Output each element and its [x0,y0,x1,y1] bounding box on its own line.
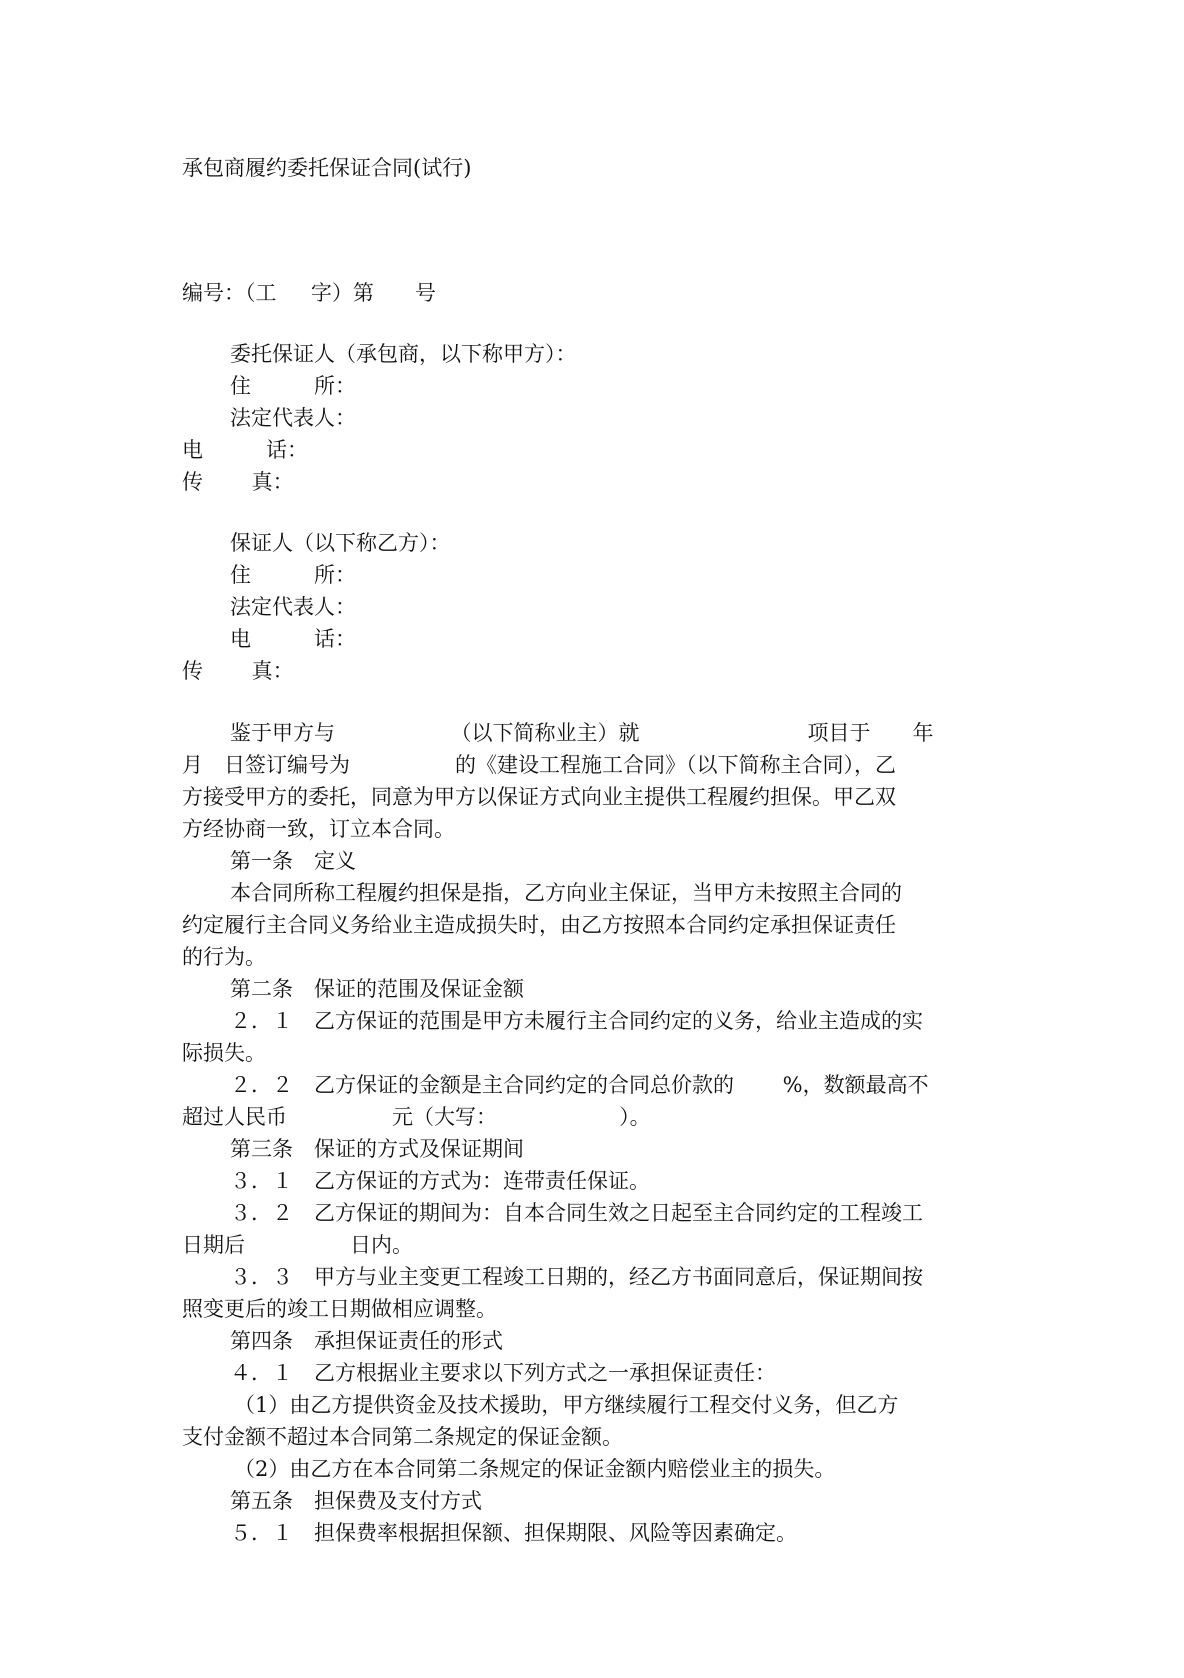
body-line: 日期后 日内。 [182,1233,413,1257]
party-a-fax: 传 真： [182,470,294,494]
body-line: 超过人民币 元（大写： ）。 [182,1105,651,1129]
party-a-legal-rep: 法定代表人： [230,406,356,430]
party-b-heading: 保证人（以下称乙方）： [230,531,451,555]
body-line: 月 日签订编号为 的《建设工程施工合同》（以下简称主合同），乙 [182,753,896,777]
party-a-phone: 电 话： [182,438,308,462]
clause-line: ２．２ 乙方保证的金额是主合同约定的合同总价款的 %，数额最高不 [230,1073,929,1097]
party-a-heading: 委托保证人（承包商，以下称甲方）： [230,342,577,366]
party-b-phone: 电 话： [230,627,356,651]
body-line: 本合同所称工程履约担保是指，乙方向业主保证，当甲方未按照主合同的 [230,881,902,905]
body-line: 际损失。 [182,1041,266,1065]
article-heading: 第二条 保证的范围及保证金额 [230,977,524,1001]
article-heading: 第四条 承担保证责任的形式 [230,1329,503,1353]
clause-line: ３．１ 乙方保证的方式为：连带责任保证。 [230,1169,650,1193]
body-line: 照变更后的竣工日期做相应调整。 [182,1297,497,1321]
list-item: （2）由乙方在本合同第二条规定的保证金额内赔偿业主的损失。 [234,1457,836,1481]
contract-number: 编号：（工 字）第 号 [182,281,436,305]
clause-line: ４．１ 乙方根据业主要求以下列方式之一承担保证责任： [230,1361,776,1385]
body-line: 方接受甲方的委托，同意为甲方以保证方式向业主提供工程履约担保。甲乙双 [182,785,896,809]
clause-line: ３．３ 甲方与业主变更工程竣工日期的，经乙方书面同意后，保证期间按 [230,1265,923,1289]
clause-line: ５．１ 担保费率根据担保额、担保期限、风险等因素确定。 [230,1521,797,1545]
party-b-legal-rep: 法定代表人： [230,595,356,619]
body-line: 的行为。 [182,945,266,969]
party-b-fax: 传 真： [182,659,294,683]
clause-line: ３．２ 乙方保证的期间为：自本合同生效之日起至主合同约定的工程竣工 [230,1201,923,1225]
article-heading: 第一条 定义 [230,849,356,873]
clause-line: ２．１ 乙方保证的范围是甲方未履行主合同约定的义务，给业主造成的实 [230,1009,923,1033]
body-line: 方经协商一致，订立本合同。 [182,817,455,841]
document-title: 承包商履约委托保证合同(试行) [182,156,472,180]
body-line: 鉴于甲方与 （以下简称业主）就 项目于 年 [230,721,934,745]
party-a-address: 住 所： [230,374,356,398]
article-heading: 第三条 保证的方式及保证期间 [230,1137,524,1161]
list-item: （1）由乙方提供资金及技术援助，甲方继续履行工程交付义务，但乙方 [234,1393,899,1417]
party-b-address: 住 所： [230,563,356,587]
body-line: 约定履行主合同义务给业主造成损失时，由乙方按照本合同约定承担保证责任 [182,913,896,937]
article-heading: 第五条 担保费及支付方式 [230,1489,482,1513]
body-line: 支付金额不超过本合同第二条规定的保证金额。 [182,1425,623,1449]
